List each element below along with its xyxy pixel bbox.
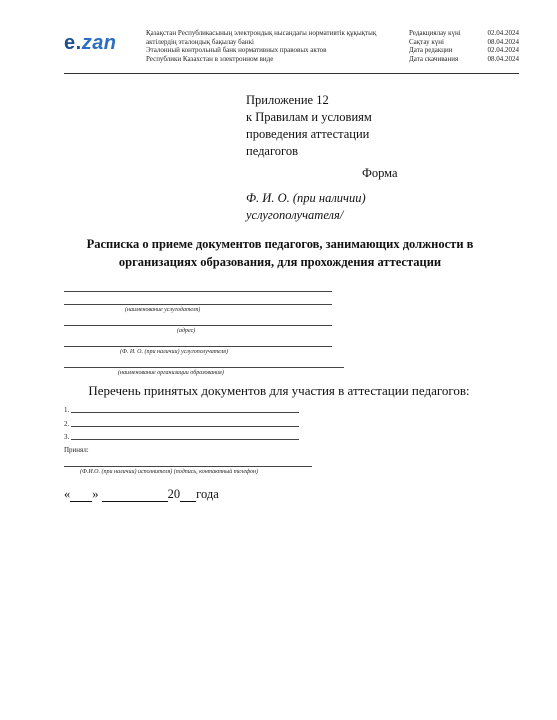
blank-line <box>64 466 312 467</box>
blank-line <box>64 291 332 292</box>
blank-line <box>64 367 344 368</box>
blank-line <box>64 346 332 347</box>
date-line <box>64 487 219 502</box>
meta-value: 08.04.2024 <box>487 54 519 63</box>
appendix-line: Приложение 12 <box>246 93 329 107</box>
item-number: 2. <box>64 420 70 428</box>
logo-dot: . <box>75 32 82 54</box>
header-org-name <box>146 29 386 63</box>
logo-e: e <box>64 32 76 54</box>
item-line <box>71 426 299 427</box>
item-line <box>71 412 299 413</box>
list-item <box>64 420 299 428</box>
logo-zan: zan <box>81 32 117 54</box>
org-line: Эталонный контрольный банк нормативных правовых актов <box>146 46 327 54</box>
caption-provider: (наименование услугодателя) <box>125 307 201 313</box>
meta-label: Редакциялау күні <box>409 29 461 37</box>
org-line: актілердің эталондық бақылау банкі <box>146 37 254 46</box>
recipient-line: Ф. И. О. (при наличии) <box>246 191 366 205</box>
blank-line <box>64 325 332 326</box>
list-item <box>64 433 299 441</box>
header-dates <box>409 29 519 63</box>
caption-address: (адрес) <box>177 328 196 334</box>
year-suffix: года <box>196 487 219 501</box>
meta-row <box>409 46 519 55</box>
document-title: Расписка о приеме документов педагогов, занимающих должности в организациях образования, для прохождения аттестации <box>86 237 474 269</box>
recipient-block <box>246 190 366 224</box>
meta-label: Дата скачивания <box>409 54 459 63</box>
documents-list-heading: Перечень принятых документов для участия в аттестации педагогов: <box>88 383 470 398</box>
meta-value: 02.04.2024 <box>487 46 519 54</box>
blank-line <box>64 304 332 305</box>
list-item <box>64 406 299 414</box>
meta-label: Сақтау күні <box>409 37 444 46</box>
year-blank <box>180 488 196 502</box>
caption-fio-recipient: (Ф. И. О. (при наличии) услугополучателя) <box>120 349 228 355</box>
item-number: 3. <box>64 433 70 441</box>
year-prefix: 20 <box>167 487 181 501</box>
recipient-line: услугополучателя/ <box>246 208 344 222</box>
meta-row <box>409 38 519 47</box>
meta-row <box>409 29 519 38</box>
meta-value: 08.04.2024 <box>487 37 519 46</box>
appendix-line: к Правилам и условиям <box>246 110 372 124</box>
org-line: Республики Казахстан в электронном виде <box>146 54 274 63</box>
meta-value: 02.04.2024 <box>487 29 519 37</box>
meta-row <box>409 55 519 64</box>
close-quote: » <box>92 487 99 501</box>
ezan-logo <box>64 32 117 55</box>
item-number: 1. <box>64 406 70 414</box>
item-line <box>71 439 299 440</box>
form-label: Форма <box>362 166 398 180</box>
month-blank <box>102 488 168 502</box>
appendix-line: педагогов <box>246 144 299 158</box>
appendix-line: проведения аттестации <box>246 127 370 141</box>
accepted-label: Принял: <box>64 446 89 454</box>
appendix-block <box>246 92 372 160</box>
caption-organization: (наименование организации образования) <box>118 370 224 376</box>
meta-label: Дата редакции <box>409 46 453 54</box>
org-line: Қазақстан Республикасының электрондық нысандағы нормативтік құқықтық <box>146 29 377 37</box>
header-divider <box>64 73 519 74</box>
day-blank <box>70 488 92 502</box>
caption-executor: (Ф.И.О. (при наличии) исполнителя) (подпись, контактный телефон) <box>80 469 258 475</box>
open-quote: « <box>64 487 71 501</box>
